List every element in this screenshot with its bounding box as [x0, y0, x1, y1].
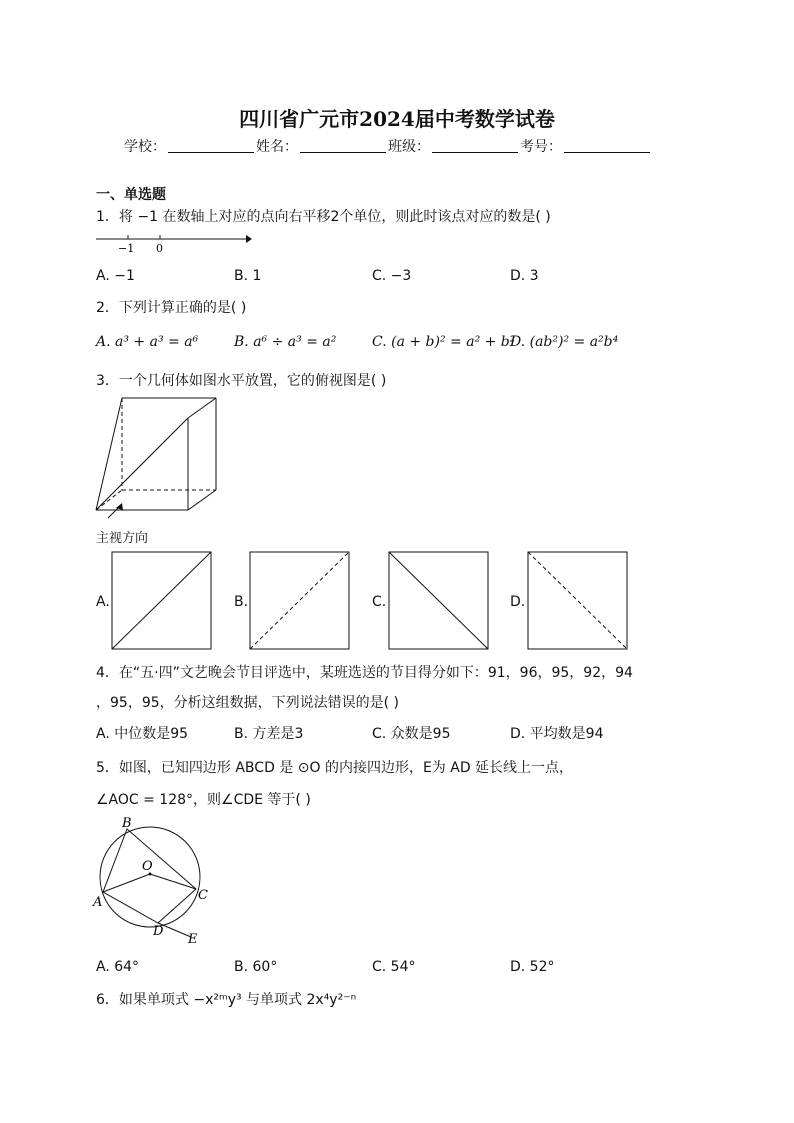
point-label-c: C [198, 888, 208, 903]
question-2-text: 2．下列计算正确的是( ) [96, 300, 247, 316]
question-1-text: 1．将 −1 在数轴上对应的点向右平移2个单位，则此时该点对应的数是( ) [96, 209, 551, 225]
class-blank [432, 138, 518, 153]
q5-option-a: A. 64° [96, 959, 140, 975]
q1-option-c: C. −3 [372, 268, 412, 284]
q3-option-b-figure [249, 551, 351, 651]
name-blank [300, 138, 386, 153]
q5-option-c: C. 54° [372, 959, 416, 975]
point-label-a: A [93, 895, 103, 910]
number-line-figure [94, 230, 254, 256]
name-label: 姓名： [256, 139, 298, 155]
exam-number-label: 考号： [520, 139, 562, 155]
q1-option-b: B. 1 [234, 268, 262, 284]
q3-option-a-figure [111, 551, 213, 651]
view-direction-caption: 主视方向 [96, 531, 149, 546]
question-5-text-line1: 5．如图，已知四边形 ABCD 是 ⊙O 的内接四边形，E为 AD 延长线上一点， [96, 760, 574, 776]
axis-label-neg1: −1 [118, 242, 135, 255]
q2-option-b: B. a⁶ ÷ a³ = a² [234, 334, 337, 350]
q4-option-d: D. 平均数是94 [510, 726, 604, 742]
class-label: 班级： [388, 139, 430, 155]
question-6-text: 6．如果单项式 −x²ᵐy³ 与单项式 2x⁴y²⁻ⁿ [96, 992, 357, 1008]
school-blank [168, 138, 254, 153]
student-info-line [124, 136, 652, 156]
school-label: 学校： [124, 139, 166, 155]
q2-option-d: D. (ab²)² = a²b⁴ [510, 334, 619, 350]
q3-option-c-label: C. [372, 594, 387, 610]
q1-option-d: D. 3 [510, 268, 539, 284]
solid-figure [92, 392, 222, 522]
point-label-d: D [153, 924, 164, 939]
point-label-o: O [142, 859, 153, 874]
q3-option-b-label: B. [234, 594, 249, 610]
circle-quadrilateral-figure [92, 815, 212, 947]
section-heading: 一、单选题 [96, 187, 166, 203]
q3-option-c-figure [388, 551, 490, 651]
q4-option-a: A. 中位数是95 [96, 726, 189, 742]
q5-option-b: B. 60° [234, 959, 278, 975]
q2-option-c: C. (a + b)² = a² + b² [372, 334, 516, 350]
question-5-text-line2: ∠AOC = 128°，则∠CDE 等于( ) [96, 792, 311, 808]
q3-option-d-figure [527, 551, 629, 651]
axis-label-0: 0 [156, 242, 163, 255]
q5-option-d: D. 52° [510, 959, 555, 975]
question-3-text: 3．一个几何体如图水平放置，它的俯视图是( ) [96, 373, 387, 389]
q3-option-a-label: A. [96, 594, 110, 610]
q4-option-c: C. 众数是95 [372, 726, 451, 742]
point-label-e: E [188, 932, 198, 947]
q4-option-b: B. 方差是3 [234, 726, 304, 742]
page-title: 四川省广元市2024届中考数学试卷 [239, 107, 555, 131]
point-label-b: B [122, 816, 132, 831]
q1-option-a: A. −1 [96, 268, 135, 284]
q3-option-d-label: D. [510, 594, 526, 610]
question-4-text-line2: ，95，95，分析这组数据，下列说法错误的是( ) [96, 695, 400, 711]
q2-option-a: A. a³ + a³ = a⁶ [96, 334, 199, 350]
exam-number-blank [564, 138, 650, 153]
question-4-text-line1: 4．在“五·四”文艺晚会节目评选中，某班选送的节目得分如下：91，96，95，92，94 [96, 665, 633, 681]
